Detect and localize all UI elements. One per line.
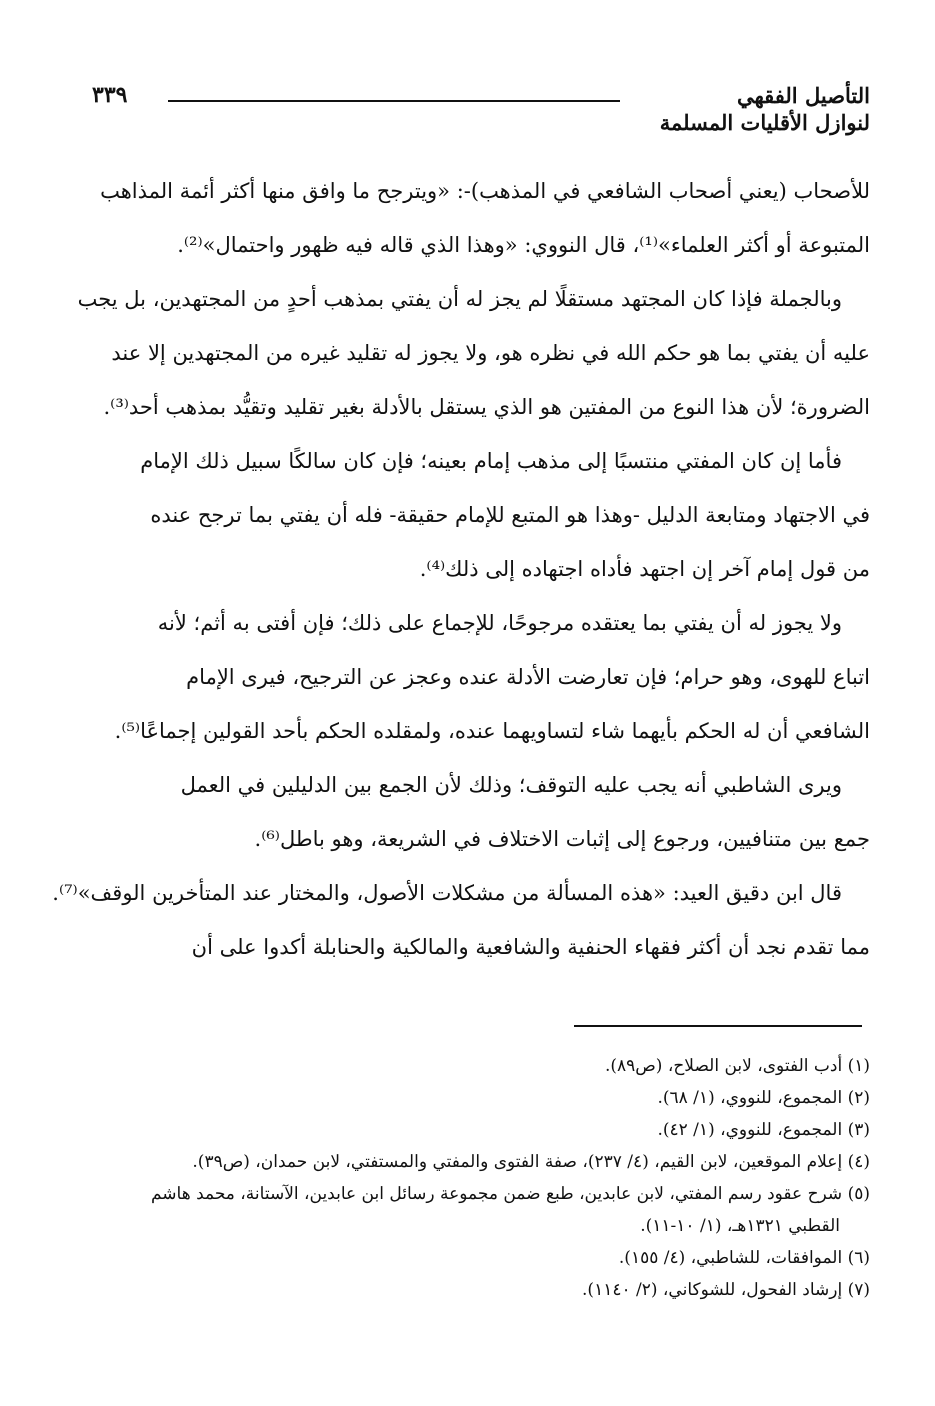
footnote-text: (٥) شرح عقود رسم المفتي، لابن عابدين، طبع ضمن مجموعة رسائل ابن عابدين، الآستانة، محمد هاشم: [150, 1184, 870, 1204]
footnote: [96, 1050, 870, 1082]
text-line: المتبوعة أو أكثر العلماء»⁽¹⁾، قال النووي: «وهذا الذي قاله فيه ظهور واحتمال»⁽²⁾.: [177, 233, 870, 257]
text-line: اتباع للهوى، وهو حرام؛ فإن تعارضت الأدلة عنده وعجز عن الترجيح، فيرى الإمام: [186, 665, 870, 689]
text-line: قال ابن دقيق العيد: «هذه المسألة من مشكلات الأصول، والمختار عند المتأخرين الوقف»⁽⁷⁾.: [52, 881, 842, 905]
footnote: [96, 1242, 870, 1274]
text-line: للأصحاب (يعني أصحاب الشافعي في المذهب)-: «ويترجح ما وافق منها أكثر أئمة المذاهب: [100, 179, 870, 203]
footnote: [96, 1146, 870, 1178]
text-line: ويرى الشاطبي أنه يجب عليه التوقف؛ وذلك لأن الجمع بين الدليلين في العمل: [180, 773, 842, 797]
footnote-separator: [574, 1025, 862, 1027]
page-number: ٣٣٩: [92, 82, 128, 108]
text-line: مما تقدم نجد أن أكثر فقهاء الحنفية والشافعية والمالكية والحنابلة أكدوا على أن: [191, 935, 870, 959]
footnote: [96, 1114, 870, 1146]
header-title-line1: التأصيل الفقهي: [736, 83, 870, 108]
header-rule: [168, 100, 620, 102]
header-title-line2: لنوازل الأقليات المسلمة: [659, 110, 870, 135]
footnote-continuation: القطبي ١٣٢١هـ، (١/ ١٠-١١).: [640, 1216, 840, 1236]
footnotes: [96, 1050, 870, 1306]
main-text: [52, 164, 870, 974]
footnote-text: (٦) الموافقات، للشاطبي، (٤/ ١٥٥).: [618, 1248, 870, 1268]
text-line: عليه أن يفتي بما هو حكم الله في نظره هو، ولا يجوز له تقليد غيره من المجتهدين إلا عند: [111, 341, 870, 365]
text-line: وبالجملة فإذا كان المجتهد مستقلًا لم يجز له أن يفتي بمذهب أحدٍ من المجتهدين، بل يجب: [77, 287, 842, 311]
text-line: في الاجتهاد ومتابعة الدليل -وهذا هو المتبع للإمام حقيقة- فله أن يفتي بما ترجح عنده: [150, 503, 870, 527]
footnote: [96, 1274, 870, 1306]
footnote-text: (٧) إرشاد الفحول، للشوكاني، (٢/ ١١٤٠).: [582, 1280, 870, 1300]
footnote: [96, 1082, 870, 1114]
text-line: ولا يجوز له أن يفتي بما يعتقده مرجوحًا، للإجماع على ذلك؛ فإن أفتى به أثم؛ لأنه: [157, 611, 842, 635]
text-line: فأما إن كان المفتي منتسبًا إلى مذهب إمام بعينه؛ فإن كان سالكًا سبيل ذلك الإمام: [140, 449, 842, 473]
text-line: الضرورة؛ لأن هذا النوع من المفتين هو الذي يستقل بالأدلة بغير تقليد وتقيُّد بمذهب أحد⁽³⁾.: [103, 395, 870, 419]
text-line: من قول إمام آخر إن اجتهد فأداه اجتهاده إلى ذلك⁽⁴⁾.: [419, 557, 870, 581]
footnote: [96, 1178, 870, 1242]
footnote-text: (١) أدب الفتوى، لابن الصلاح، (ص٨٩).: [604, 1056, 870, 1076]
text-line: الشافعي أن له الحكم بأيهما شاء لتساويهما عنده، ولمقلده الحكم بأحد القولين إجماعًا⁽⁵⁾.: [114, 719, 870, 743]
text-line: جمع بين متنافيين، ورجوع إلى إثبات الاختلاف في الشريعة، وهو باطل⁽⁶⁾.: [254, 827, 870, 851]
running-header: [92, 82, 870, 142]
footnote-text: (٣) المجموع، للنووي، (١/ ٤٢).: [657, 1120, 870, 1140]
footnote-text: (٢) المجموع، للنووي، (١/ ٦٨).: [657, 1088, 870, 1108]
header-title: [660, 82, 870, 136]
footnote-text: (٤) إعلام الموقعين، لابن القيم، (٤/ ٢٣٧)، صفة الفتوى والمفتي والمستفتي، لابن حمدان، (ص٣٩).: [192, 1152, 870, 1172]
